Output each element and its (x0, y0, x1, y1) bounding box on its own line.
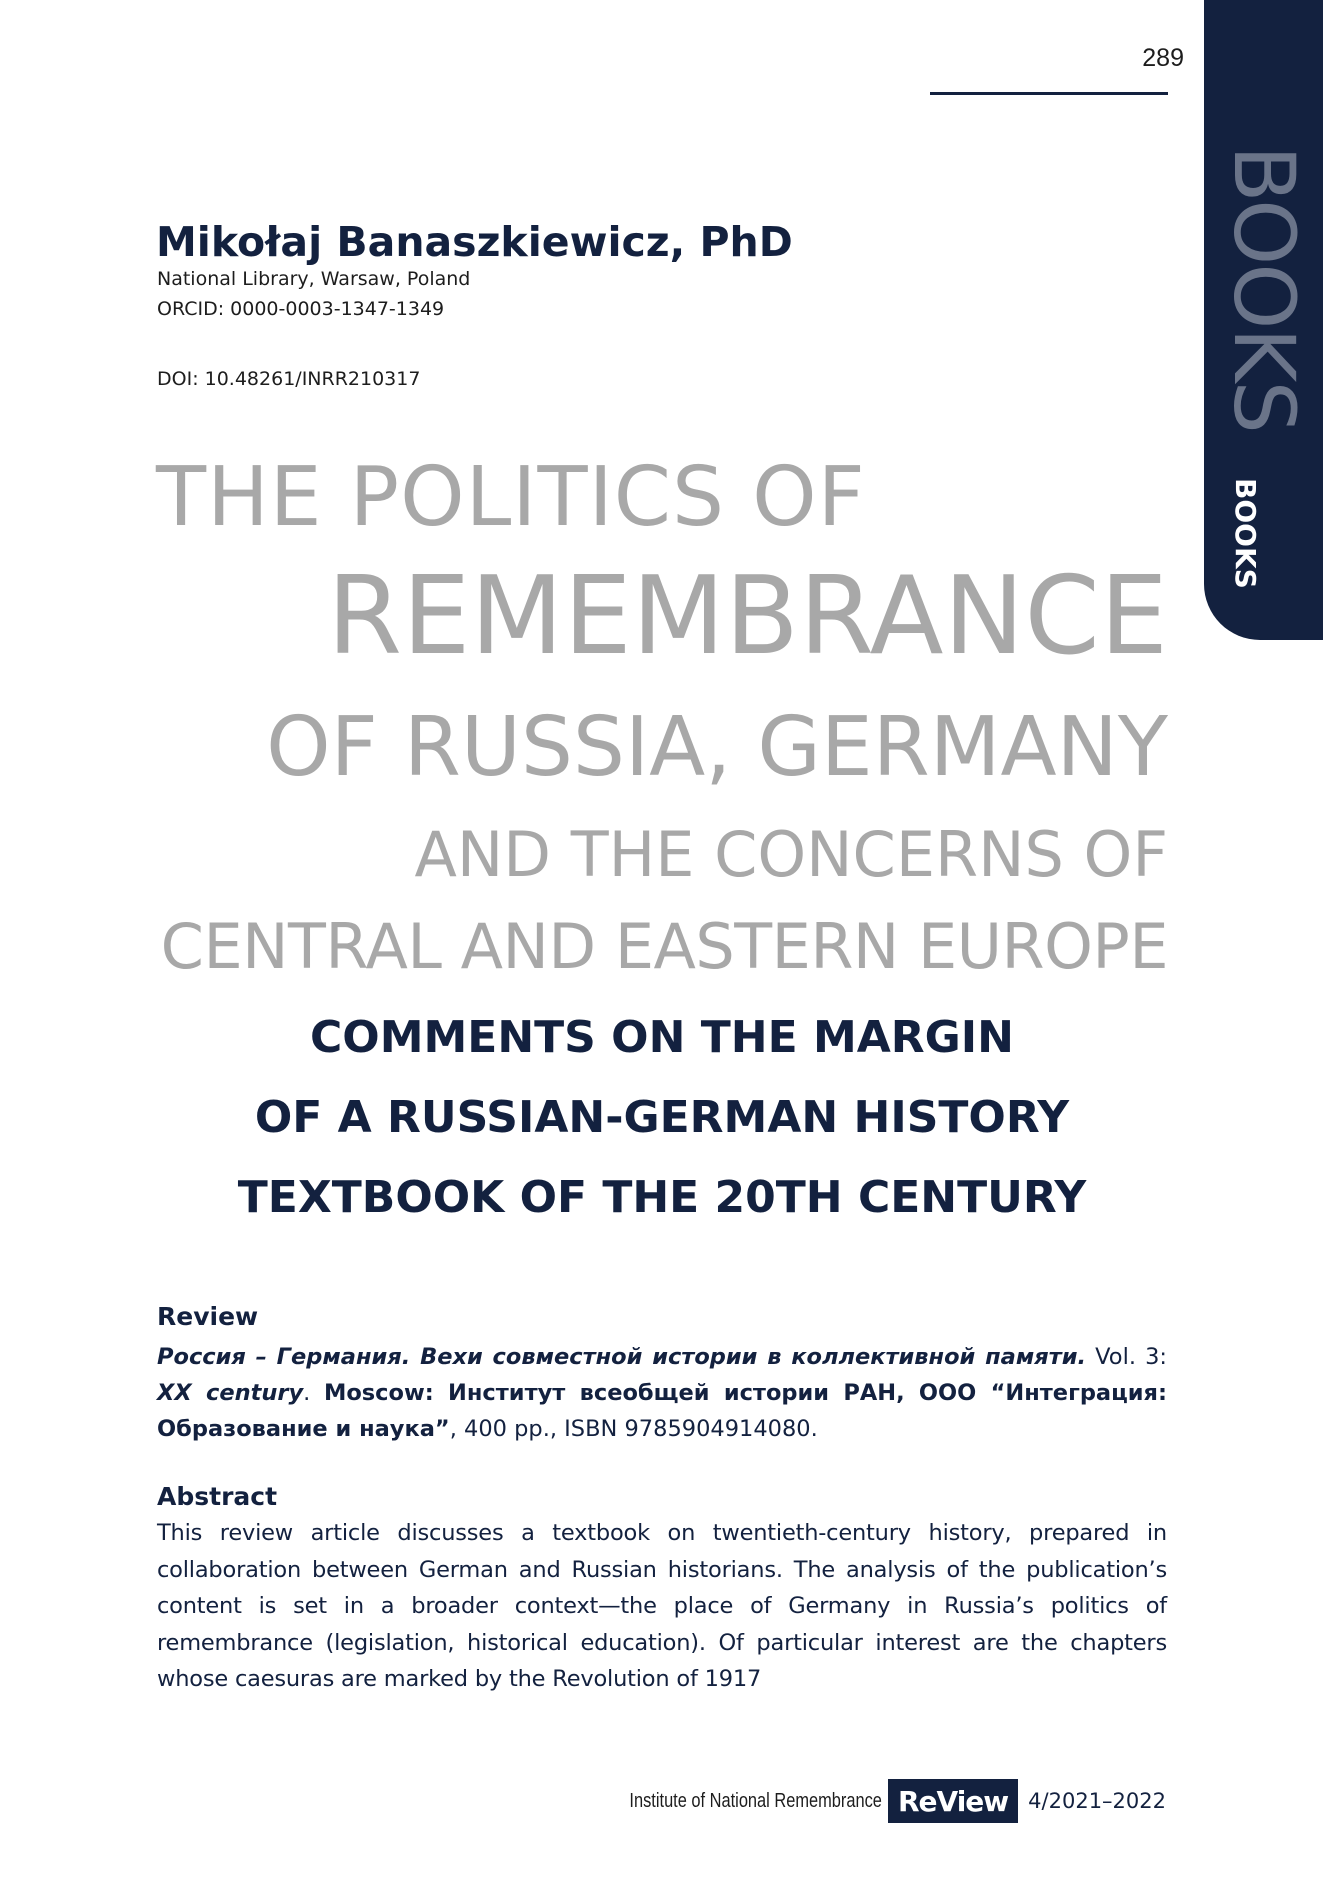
footer-institute: Institute of National Remembrance (629, 1789, 882, 1812)
page-number: 289 (1142, 44, 1184, 72)
review-citation (157, 1339, 1167, 1447)
author-orcid: ORCID: 0000-0003-1347-1349 (157, 298, 445, 320)
title-line-3: OF RUSSIA, GERMANY (266, 700, 1168, 795)
section-tab-big-label: BOOKS (1215, 145, 1313, 432)
title-line-5: CENTRAL AND EASTERN EUROPE (160, 910, 1168, 983)
title-line-1: THE POLITICS OF (156, 450, 866, 545)
footer-issue: 4/2021–2022 (1028, 1789, 1166, 1813)
volume-title: XX century (157, 1380, 304, 1406)
reviewed-book-title: Россия – Германия. Вехи совместной истории в коллективной памяти. (157, 1344, 1087, 1370)
subtitle-line-2: OF A RUSSIAN-GERMAN HISTORY (254, 1092, 1070, 1143)
title-line-2: REMEMBRANCE (327, 554, 1168, 679)
abstract-heading: Abstract (157, 1482, 278, 1511)
subtitle-line-1: COMMENTS ON THE MARGIN (310, 1012, 1014, 1063)
review-heading: Review (157, 1302, 259, 1331)
book-details: , 400 pp., ISBN 9785904914080. (449, 1416, 818, 1442)
citation-period: . (303, 1380, 324, 1406)
header-rule (930, 92, 1168, 95)
review-logo: ReView (888, 1779, 1018, 1823)
title-line-4: AND THE CONCERNS OF (414, 818, 1168, 891)
author-name: Mikołaj Banaszkiewicz, PhD (156, 218, 793, 266)
article-doi: DOI: 10.48261/INRR210317 (157, 368, 421, 390)
abstract-text: This review article discusses a textbook on twentieth-century history, prepared in collaboration between German and Russian historians. The analysis of the publication’s content is set in a broader context—the place of Germany in Russia’s politics of remembrance (legislation, historical education). Of particular interest are the chapters whose caesuras are marked by the Revolution of 1917 (157, 1520, 1167, 1692)
subtitle-line-3: TEXTBOOK OF THE 20TH CENTURY (237, 1172, 1087, 1223)
publisher: Moscow: Институт всеобщей истории РАН, ООО “Интеграция: Образование и наука” (157, 1380, 1168, 1442)
author-affiliation: National Library, Warsaw, Poland (157, 268, 471, 290)
section-tab (1204, 0, 1323, 640)
page-footer (600, 1778, 1166, 1824)
volume-label: Vol. 3: (1095, 1344, 1167, 1370)
section-tab-small-label: BOOKS (1229, 478, 1262, 589)
